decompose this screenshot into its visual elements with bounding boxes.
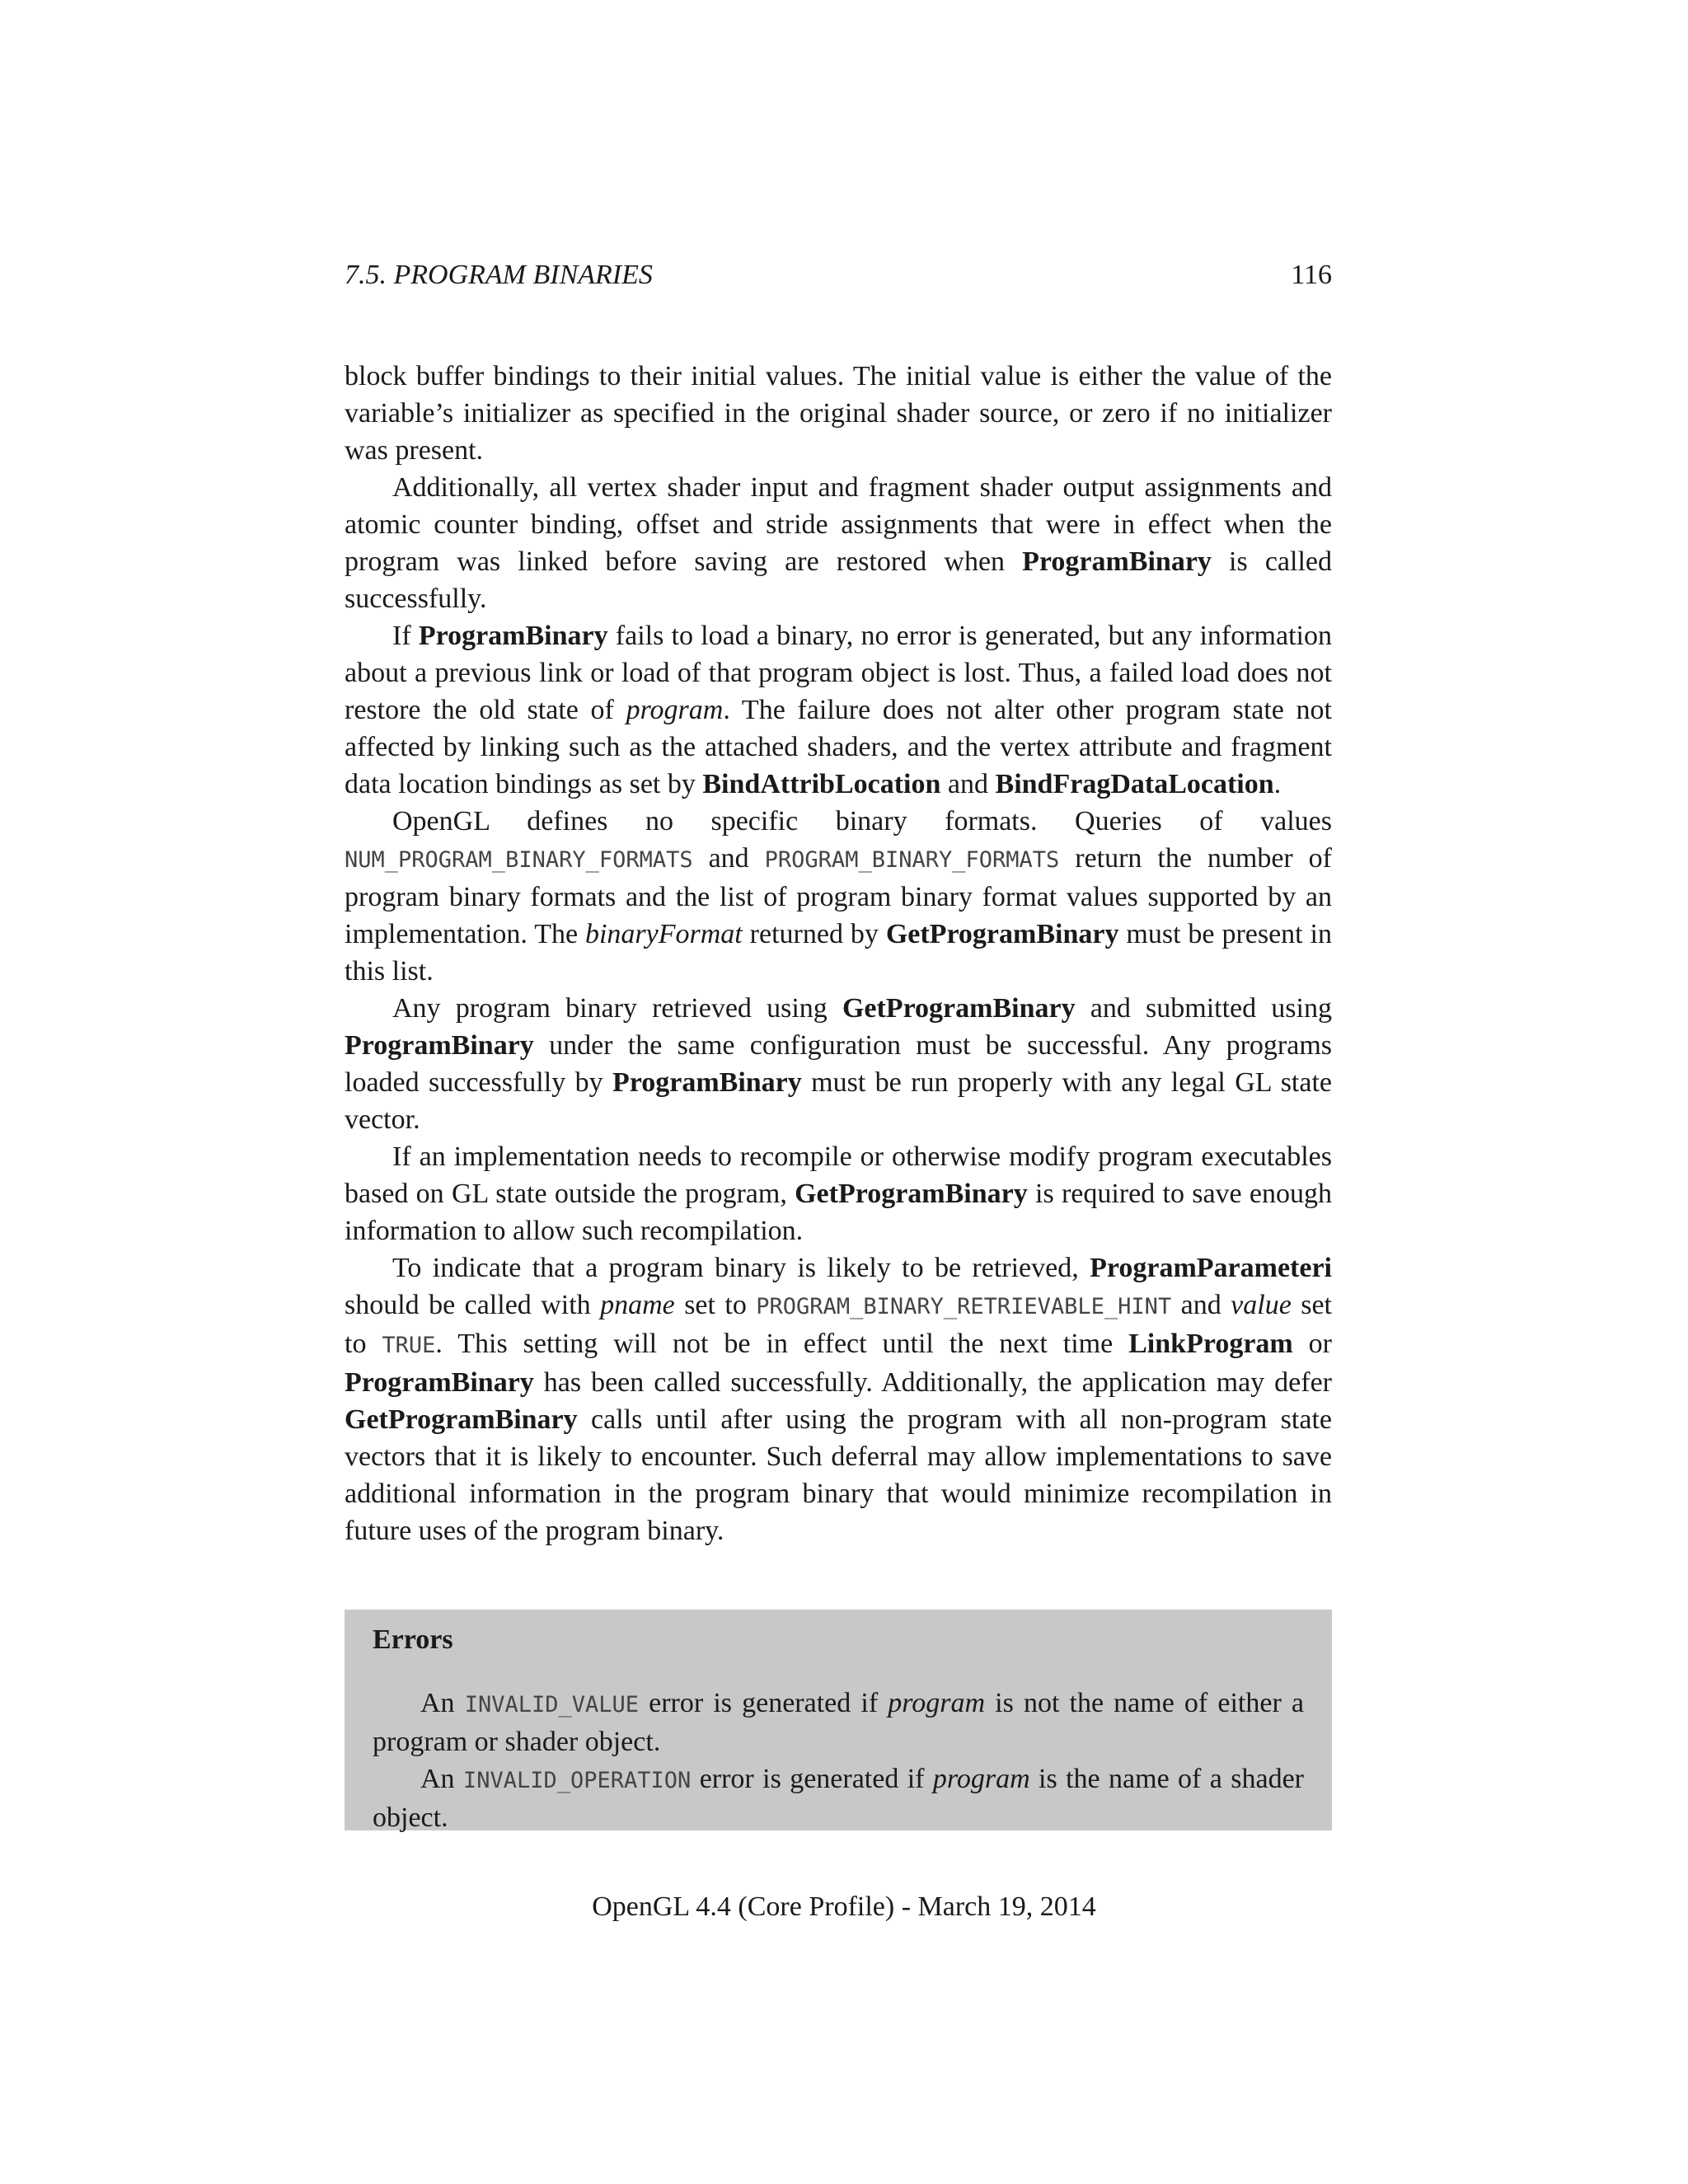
function-name: ProgramParameteri bbox=[1090, 1253, 1332, 1283]
constant-name: INVALID_VALUE bbox=[464, 1692, 640, 1718]
error-item-2 bbox=[373, 1760, 1304, 1836]
function-name: ProgramBinary bbox=[612, 1067, 802, 1098]
function-name: LinkProgram bbox=[1128, 1329, 1293, 1359]
page-number: 116 bbox=[1291, 260, 1332, 290]
paragraph-text: error is generated if bbox=[691, 1764, 933, 1794]
errors-title: Errors bbox=[373, 1624, 453, 1655]
paragraph-text: has been called successfully. Additionally, the application may defer bbox=[533, 1367, 1332, 1398]
paragraph-text: should be called with bbox=[345, 1290, 601, 1320]
function-name: BindFragDataLocation bbox=[995, 769, 1274, 799]
constant-name: TRUE bbox=[382, 1333, 436, 1358]
paragraph-text: must be present in this list. bbox=[345, 919, 1332, 987]
paragraph-text: must be run properly with any legal GL state vector. bbox=[345, 1067, 1332, 1135]
paragraph-text: is required to save enough information to allow such recompilation. bbox=[345, 1179, 1332, 1246]
paragraph-text: fails to load a binary, no error is generated, but any information about a previous link or load of that program object is lost. Thus, a failed load does not restore the old state of bbox=[345, 621, 1332, 725]
paragraph-7 bbox=[345, 1249, 1332, 1549]
paragraph-text: calls until after using the program with all non-program state vectors that it is likely to encounter. Such deferral may allow implementations to save additional information in the program binary that would minimize recompilation in future uses of the program binary. bbox=[345, 1404, 1332, 1546]
parameter-name: program bbox=[888, 1688, 986, 1718]
paragraph-text: returned by bbox=[742, 919, 886, 949]
paragraph-5 bbox=[345, 990, 1332, 1138]
function-name: ProgramBinary bbox=[1022, 546, 1212, 577]
paragraph-text: OpenGL defines no specific binary formats. Queries of values bbox=[392, 806, 1332, 837]
function-name: GetProgramBinary bbox=[795, 1179, 1028, 1209]
paragraph-text: set to bbox=[345, 1290, 1332, 1359]
constant-name: PROGRAM_BINARY_FORMATS bbox=[764, 847, 1060, 873]
paragraph-text: error is generated if bbox=[639, 1688, 889, 1718]
error-item-1 bbox=[373, 1685, 1304, 1760]
paragraph-text: and bbox=[940, 769, 996, 799]
paragraph-text: is not the name of either a program or shader object. bbox=[373, 1688, 1304, 1757]
paragraph-text: and submitted using bbox=[1075, 993, 1332, 1024]
paragraph-3 bbox=[345, 617, 1332, 803]
paragraph-text: or bbox=[1292, 1329, 1332, 1359]
page-footer: OpenGL 4.4 (Core Profile) - March 19, 2014 bbox=[592, 1891, 1096, 1922]
function-name: GetProgramBinary bbox=[842, 993, 1076, 1024]
constant-name: INVALID_OPERATION bbox=[462, 1768, 692, 1793]
function-name: BindAttribLocation bbox=[702, 769, 941, 799]
function-name: GetProgramBinary bbox=[885, 919, 1119, 949]
constant-name: PROGRAM_BINARY_RETRIEVABLE_HINT bbox=[756, 1294, 1172, 1319]
errors-box bbox=[345, 1610, 1332, 1833]
parameter-name: program bbox=[932, 1764, 1030, 1794]
paragraph-text: return the number of program binary formats and the list of program binary format values supported by an implementation. The bbox=[345, 843, 1333, 949]
paragraph-text: An bbox=[420, 1688, 465, 1718]
paragraph-text: If bbox=[392, 621, 419, 651]
paragraph-text: and bbox=[1171, 1290, 1231, 1320]
parameter-name: binaryFormat bbox=[584, 919, 743, 949]
parameter-name: program bbox=[626, 695, 724, 725]
paragraph-4 bbox=[345, 803, 1332, 990]
paragraph-6 bbox=[345, 1138, 1332, 1249]
constant-name: NUM_PROGRAM_BINARY_FORMATS bbox=[345, 847, 693, 873]
paragraph-text: To indicate that a program binary is likely to be retrieved, bbox=[392, 1253, 1090, 1283]
paragraph-2 bbox=[345, 469, 1332, 617]
paragraph-text: If an implementation needs to recompile or otherwise modify program executables based on GL state outside the program, bbox=[345, 1141, 1332, 1209]
paragraph-text: An bbox=[420, 1764, 463, 1794]
paragraph-text: under the same configuration must be successful. Any programs loaded successfully by bbox=[345, 1030, 1332, 1098]
function-name: GetProgramBinary bbox=[345, 1404, 578, 1435]
paragraph-text: and bbox=[692, 843, 765, 874]
paragraph-text: Any program binary retrieved using bbox=[392, 993, 842, 1024]
paragraph-text: is the name of a shader object. bbox=[373, 1764, 1304, 1833]
parameter-name: pname bbox=[600, 1290, 675, 1320]
function-name: ProgramBinary bbox=[345, 1367, 534, 1398]
function-name: ProgramBinary bbox=[345, 1030, 534, 1061]
paragraph-text: . The failure does not alter other program state not affected by linking such as the attached shaders, and the vertex attribute and fragment data location bindings as set by bbox=[345, 695, 1332, 799]
paragraph-text: set to bbox=[674, 1290, 757, 1320]
paragraph-text: . bbox=[1273, 769, 1282, 799]
section-title: 7.5. PROGRAM BINARIES bbox=[345, 260, 653, 290]
page-header bbox=[345, 255, 1332, 295]
paragraph-text: . This setting will not be in effect until the next time bbox=[435, 1329, 1129, 1359]
body-text bbox=[345, 358, 1332, 1549]
paragraph-text: block buffer bindings to their initial values. The initial value is either the value of the variable’s initializer as specified in the original shader source, or zero if no initializer was present. bbox=[345, 361, 1332, 466]
function-name: ProgramBinary bbox=[418, 621, 608, 651]
paragraph-text: Additionally, all vertex shader input and fragment shader output assignments and atomic counter binding, offset and stride assignments that were in effect when the program was linked before saving are restored when bbox=[345, 472, 1332, 577]
paragraph-1 bbox=[345, 358, 1332, 469]
paragraph-text: is called successfully. bbox=[345, 546, 1332, 614]
parameter-name: value bbox=[1231, 1290, 1292, 1320]
